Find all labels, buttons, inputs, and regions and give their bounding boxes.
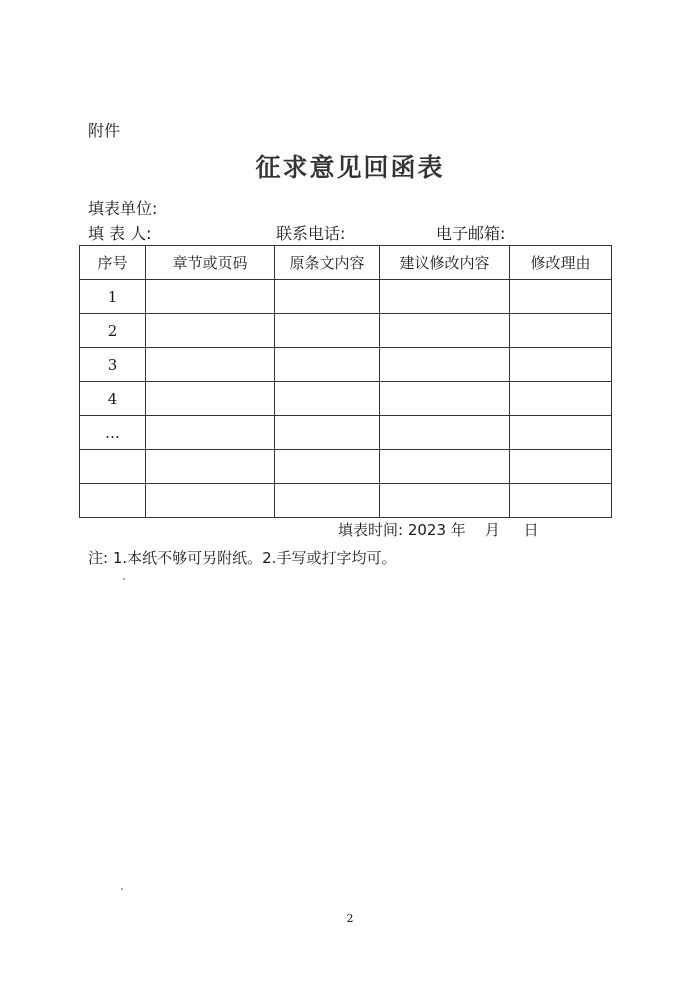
feedback-table — [79, 245, 612, 518]
header-reason: 修改理由 — [510, 246, 612, 280]
row-number: 2 — [80, 314, 146, 348]
email-field-label: 电子邮箱: — [436, 224, 506, 243]
scan-speck — [123, 578, 125, 580]
scan-speck — [121, 888, 123, 890]
table-cell[interactable] — [510, 416, 612, 450]
attachment-label: 附件 — [88, 121, 121, 140]
table-cell[interactable] — [275, 280, 380, 314]
row-number: 4 — [80, 382, 146, 416]
phone-field-label: 联系电话: — [276, 224, 346, 243]
table-row — [80, 280, 612, 314]
fill-time: 填表时间: 2023 年 月 日 — [338, 521, 539, 539]
page-number: 2 — [346, 912, 354, 925]
table-row — [80, 348, 612, 382]
table-cell[interactable] — [275, 416, 380, 450]
table-cell[interactable] — [380, 382, 510, 416]
table-cell[interactable] — [146, 382, 275, 416]
table-cell[interactable] — [510, 382, 612, 416]
header-suggestion: 建议修改内容 — [380, 246, 510, 280]
table-row — [80, 382, 612, 416]
table-row — [80, 314, 612, 348]
table-row — [80, 450, 612, 484]
table-row — [80, 484, 612, 518]
footnote: 注: 1.本纸不够可另附纸。2.手写或打字均可。 — [88, 549, 397, 567]
row-number — [80, 450, 146, 484]
row-number: 3 — [80, 348, 146, 382]
table-cell[interactable] — [510, 280, 612, 314]
table-cell[interactable] — [146, 450, 275, 484]
header-seq: 序号 — [80, 246, 146, 280]
table-header-row — [80, 246, 612, 280]
header-section-page: 章节或页码 — [146, 246, 275, 280]
table-cell[interactable] — [275, 382, 380, 416]
table-cell[interactable] — [380, 314, 510, 348]
table-cell[interactable] — [380, 484, 510, 518]
table-cell[interactable] — [146, 348, 275, 382]
table-cell[interactable] — [275, 450, 380, 484]
table-cell[interactable] — [510, 484, 612, 518]
table-cell[interactable] — [146, 280, 275, 314]
table-cell[interactable] — [380, 280, 510, 314]
table-cell[interactable] — [510, 314, 612, 348]
filler-field-label: 填 表 人: — [88, 224, 152, 243]
table-cell[interactable] — [380, 348, 510, 382]
row-number — [80, 484, 146, 518]
table-cell[interactable] — [380, 416, 510, 450]
table-cell[interactable] — [275, 348, 380, 382]
table-cell[interactable] — [275, 314, 380, 348]
page-title: 征求意见回函表 — [255, 153, 445, 182]
table-cell[interactable] — [510, 348, 612, 382]
row-number: 1 — [80, 280, 146, 314]
table-cell[interactable] — [146, 314, 275, 348]
table-cell[interactable] — [380, 450, 510, 484]
row-number: … — [80, 416, 146, 450]
table-cell[interactable] — [510, 450, 612, 484]
header-original-text: 原条文内容 — [275, 246, 380, 280]
table-row — [80, 416, 612, 450]
table-cell[interactable] — [275, 484, 380, 518]
unit-field-label: 填表单位: — [88, 199, 158, 218]
table-cell[interactable] — [146, 484, 275, 518]
table-cell[interactable] — [146, 416, 275, 450]
